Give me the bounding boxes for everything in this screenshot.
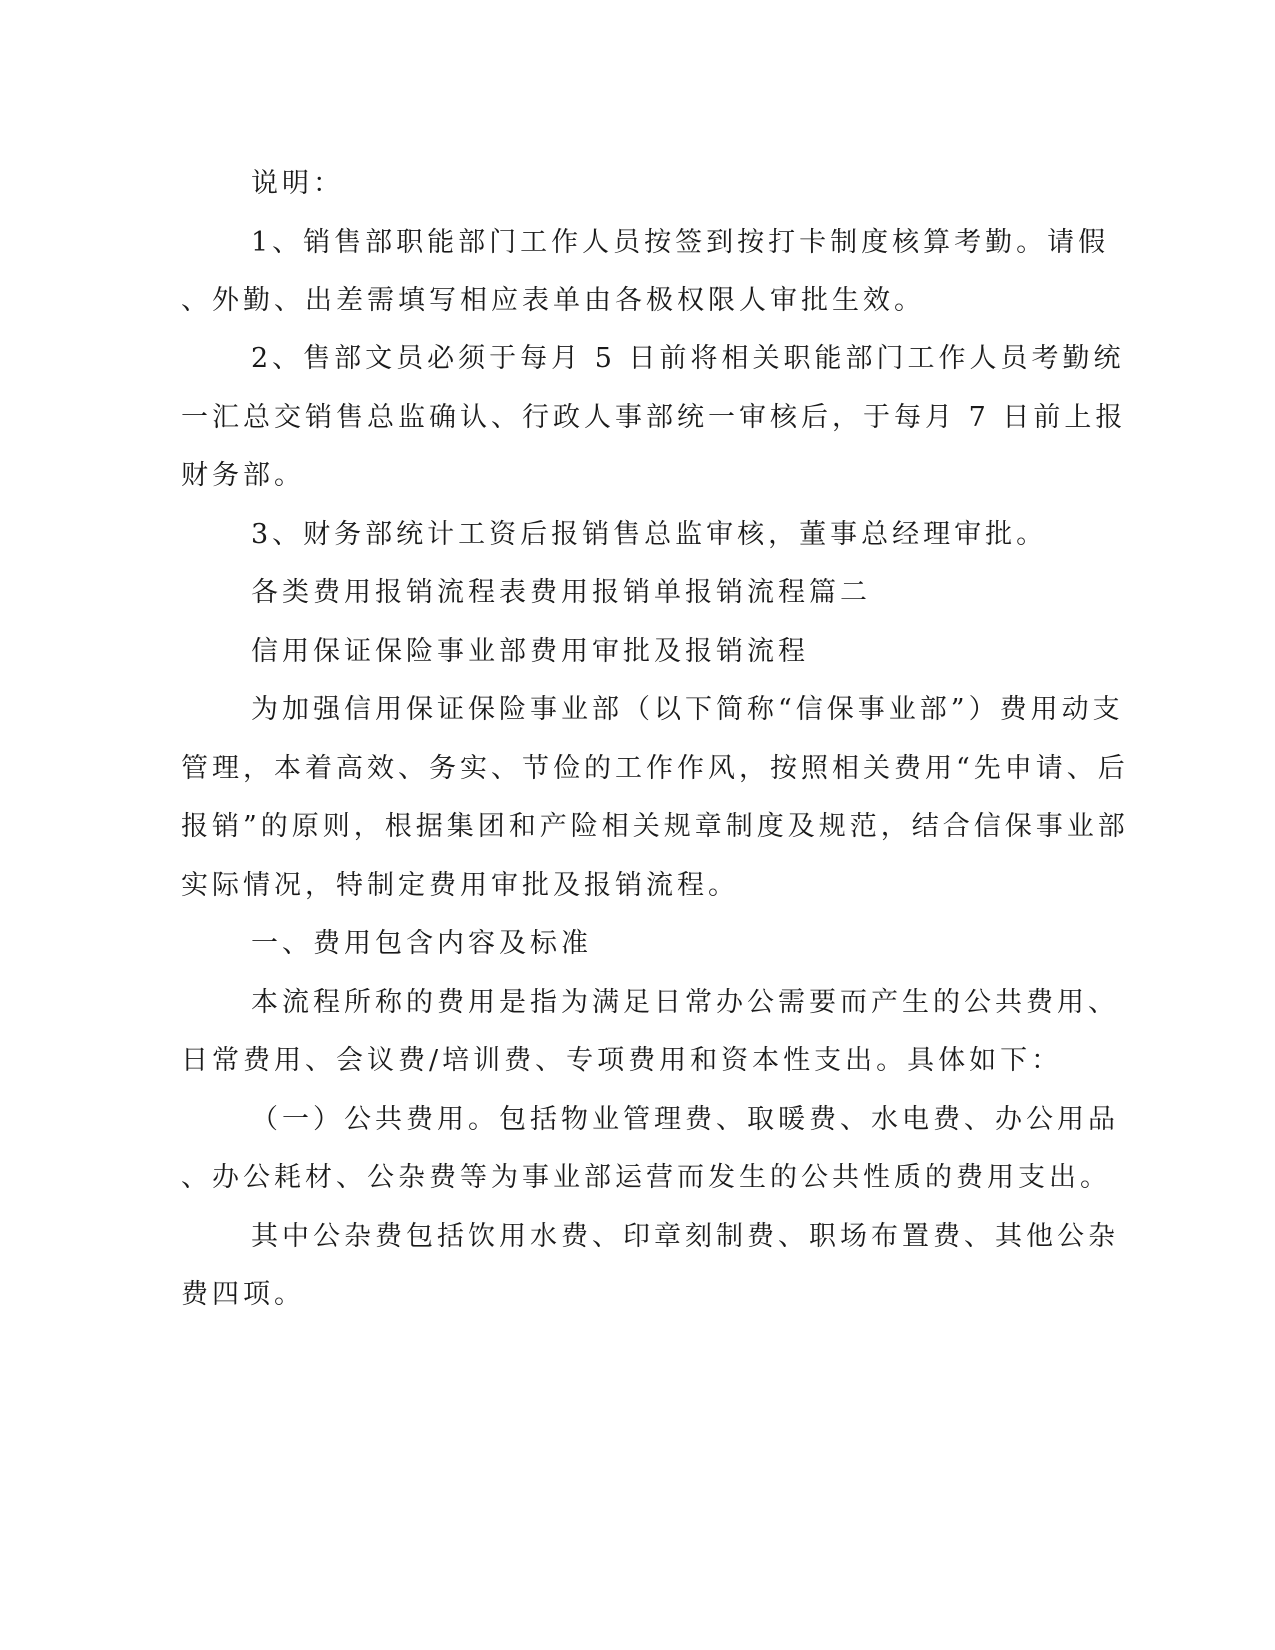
text-line-11: 管理，本着高效、务实、节俭的工作作风，按照相关费用“先申请、后: [181, 753, 1129, 784]
text-line-17: （一）公共费用。包括物业管理费、取暖费、水电费、办公用品: [251, 1104, 1119, 1135]
text-line-13: 实际情况，特制定费用审批及报销流程。: [181, 870, 739, 901]
text-line-6: 财务部。: [181, 460, 305, 491]
text-line-3: 、外勤、出差需填写相应表单由各极权限人审批生效。: [181, 285, 925, 316]
text-line-8: 各类费用报销流程表费用报销单报销流程篇二: [251, 577, 871, 608]
text-line-9: 信用保证保险事业部费用审批及报销流程: [251, 636, 809, 667]
text-line-5: 一汇总交销售总监确认、行政人事部统一审核后，于每月 7 日前上报: [181, 402, 1127, 433]
text-line-19: 其中公杂费包括饮用水费、印章刻制费、职场布置费、其他公杂: [251, 1221, 1119, 1252]
text-line-14: 一、费用包含内容及标准: [251, 928, 592, 959]
text-line-20: 费四项。: [181, 1279, 305, 1310]
text-line-10: 为加强信用保证保险事业部（以下简称“信保事业部”）费用动支: [251, 694, 1124, 725]
text-line-12: 报销”的原则，根据集团和产险相关规章制度及规范，结合信保事业部: [181, 811, 1129, 842]
text-line-2: 1、销售部职能部门工作人员按签到按打卡制度核算考勤。请假: [251, 227, 1110, 258]
text-line-1: 说明：: [251, 168, 344, 199]
text-line-7: 3、财务部统计工资后报销售总监审核，董事总经理审批。: [251, 519, 1048, 550]
text-line-16: 日常费用、会议费/培训费、专项费用和资本性支出。具体如下：: [181, 1045, 1063, 1076]
text-line-4: 2、售部文员必须于每月 5 日前将相关职能部门工作人员考勤统: [251, 343, 1125, 374]
text-line-18: 、办公耗材、公杂费等为事业部运营而发生的公共性质的费用支出。: [181, 1162, 1111, 1193]
text-line-15: 本流程所称的费用是指为满足日常办公需要而产生的公共费用、: [251, 987, 1119, 1018]
